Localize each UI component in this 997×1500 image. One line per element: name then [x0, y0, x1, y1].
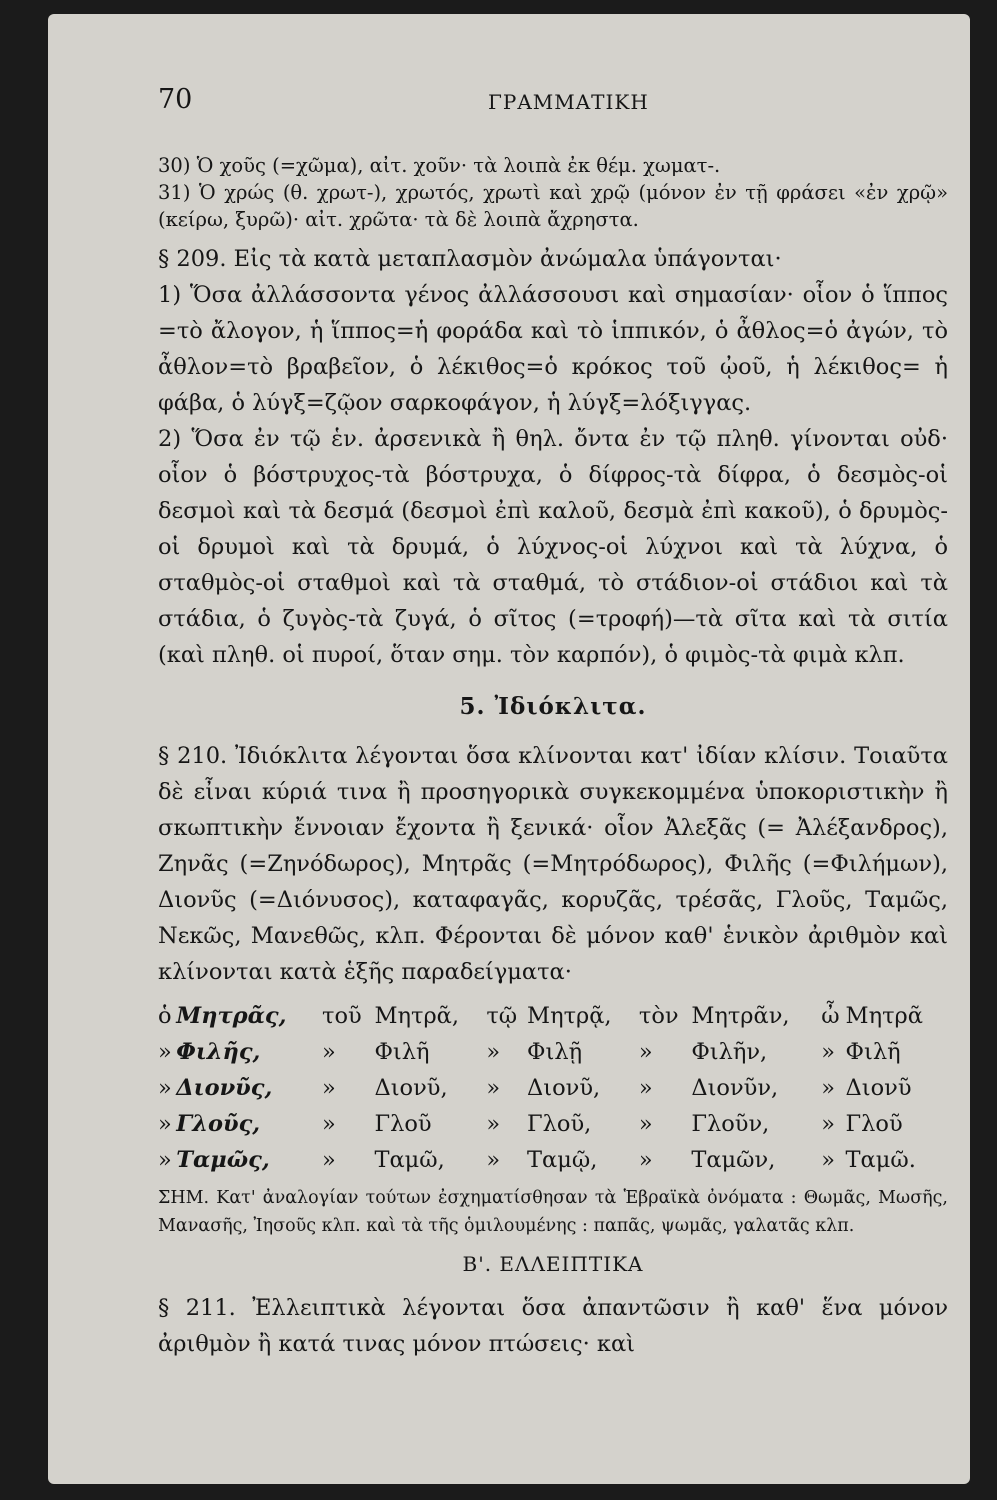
declension-cell: » [486, 1075, 501, 1101]
declension-cell: » [486, 1039, 501, 1065]
declension-row [158, 1142, 948, 1178]
declension-cell: Ταμῷ, [527, 1147, 598, 1173]
declension-nominative: Μητρᾶς, [176, 1003, 287, 1029]
subsection-heading-5: 5. Ἰδιόκλιτα. [459, 693, 647, 720]
declension-cell: Γλοῦ, [527, 1111, 592, 1137]
declension-cell: ὦ [821, 1003, 840, 1029]
declension-cell: Διονῦ, [527, 1075, 601, 1101]
declension-cell: » [821, 1147, 836, 1173]
declension-cell: Φιλῆ [374, 1039, 430, 1065]
declension-cell: τὸν [638, 1003, 679, 1029]
declension-cell: Διονῦ [845, 1075, 912, 1101]
section-209-heading: § 209. Εἰς τὰ κατὰ μεταπλασμὸν ἀνώμαλα ὑπάγονται· [158, 246, 782, 272]
declension-cell: Φιλῆ [845, 1039, 901, 1065]
declension-cell: » [158, 1075, 172, 1101]
declension-cell: Ταμῶν, [691, 1147, 776, 1173]
declension-cell: τοῦ [322, 1003, 362, 1029]
page-body [158, 152, 948, 1362]
declension-cell: Ταμῶ. [845, 1147, 916, 1173]
declension-cell: » [486, 1111, 501, 1137]
declension-cell: Μητρᾷ, [527, 1003, 612, 1029]
declension-cell: » [638, 1111, 653, 1137]
declension-cell: » [638, 1147, 653, 1173]
note-paragraph: ΣΗΜ. Κατ' ἀναλογίαν τούτων ἐσχηματίσθησαν τὰ Ἑβραϊκὰ ὀνόματα : Θωμᾶς, Μωσῆς, Μανασῆς, Ἰησοῦς κλπ. καὶ τὰ τῆς ὁμιλουμένης : παπᾶς, ψωμᾶς, γαλατᾶς κλπ. [158, 1188, 948, 1236]
item-30: 30) Ὁ χοῦς (=χῶμα), αἰτ. χοῦν· τὰ λοιπὰ ἐκ θέμ. χωματ-. [158, 154, 721, 177]
declension-cell: Μητρᾶν, [691, 1003, 790, 1029]
declension-cell: Μητρᾶ, [374, 1003, 460, 1029]
declension-cell: » [158, 1039, 172, 1065]
section-210-para: § 210. Ἰδιόκλιτα λέγονται ὅσα κλίνονται κατ' ἰδίαν κλίσιν. Τοιαῦτα δὲ εἶναι κύριά τινα ἢ προσηγορικὰ συγκεκομμένα ὑποκοριστικὴν ἢ σκωπτικὴν ἔννοιαν ἔχοντα ἢ ξενικά· οἷον Ἀλεξᾶς (= Ἀλέξανδρος), Ζηνᾶς (=Ζηνόδωρος), Μητρᾶς (=Μητρόδωρος), Φιλῆς (=Φιλήμων), Διονῦς (=Διόνυσος), καταφαγᾶς, κορυζᾶς, τρέσᾶς, Γλοῦς, Ταμῶς, Νεκῶς, Μανεθῶς, κλπ. Φέρονται δὲ μόνον καθ' ἑνικὸν ἀριθμὸν καὶ κλίνονται κατὰ ἑξῆς παραδείγματα· [158, 743, 948, 985]
section-heading-b: Β'. ΕΛΛΕΙΠΤΙΚΑ [462, 1252, 644, 1276]
declension-cell: » [322, 1075, 336, 1101]
declension-row [158, 998, 948, 1034]
declension-cell: » [322, 1147, 336, 1173]
declension-cell: » [158, 1111, 172, 1137]
item-31: 31) Ὁ χρώς (θ. χρωτ-), χρωτός, χρωτὶ καὶ χρῷ (μόνον ἐν τῇ φράσει «ἐν χρῷ» (κείρω, ξυρῶ)· αἰτ. χρῶτα· τὰ δὲ λοιπὰ ἄχρηστα. [158, 181, 948, 231]
declension-cell: Γλοῦν, [691, 1111, 770, 1137]
declension-nominative: Γλοῦς, [176, 1111, 261, 1137]
page-header [158, 84, 918, 124]
declension-nominative: Διονῦς, [176, 1075, 273, 1101]
page-number: 70 [158, 84, 193, 115]
declension-nominative: Φιλῆς, [176, 1039, 261, 1065]
declension-cell: Γλοῦ [845, 1111, 903, 1137]
declension-cell: » [486, 1147, 501, 1173]
declension-row [158, 1034, 948, 1070]
running-title: ΓΡΑΜΜΑΤΙΚΗ [488, 90, 649, 114]
declension-row [158, 1106, 948, 1142]
declension-cell: Διονῦν, [691, 1075, 779, 1101]
declension-cell: » [821, 1039, 836, 1065]
section-209-para-2: 2) Ὅσα ἐν τῷ ἑν. ἀρσενικὰ ἢ θηλ. ὄντα ἐν τῷ πληθ. γίνονται οὐδ· οἷον ὁ βόστρυχος-τὰ βόστρυχα, ὁ δίφρος-τὰ δίφρα, ὁ δεσμὸς-οἱ δεσμοὶ καὶ τὰ δεσμά (δεσμοὶ ἐπὶ καλοῦ, δεσμὰ ἐπὶ κακοῦ), ὁ δρυμὸς-οἱ δρυμοὶ καὶ τὰ δρυμά, ὁ λύχνος-οἱ λύχνοι καὶ τὰ λύχνα, ὁ σταθμὸς-οἱ σταθμοὶ καὶ τὰ σταθμά, τὸ στάδιον-οἱ στάδιοι καὶ τὰ στάδια, ὁ ζυγὸς-τὰ ζυγά, ὁ σῖτος (=τροφή)—τὰ σῖτα καὶ τὰ σιτία (καὶ πληθ. οἱ πυροί, ὅταν σημ. τὸν καρπόν), ὁ φιμὸς-τὰ φιμὰ κλπ. [158, 426, 948, 668]
declension-cell: Φιλῇ [527, 1039, 583, 1065]
declension-cell: » [322, 1111, 336, 1137]
declension-cell: » [821, 1111, 836, 1137]
section-209-para-1: 1) Ὅσα ἀλλάσσοντα γένος ἀλλάσσουσι καὶ σημασίαν· οἷον ὁ ἵππος =τὸ ἄλογον, ἡ ἵππος=ἡ φοράδα καὶ τὸ ἱππικόν, ὁ ἆθλος=ὁ ἀγών, τὸ ἆθλον=τὸ βραβεῖον, ὁ λέκιθος=ὁ κρόκος τοῦ ᾠοῦ, ἡ λέκιθος= ἡ φάβα, ὁ λύγξ=ζῷον σαρκοφάγον, ἡ λύγξ=λόξιγγας. [158, 282, 948, 416]
declension-cell: Μητρᾶ [845, 1003, 923, 1029]
declension-cell: Γλοῦ [374, 1111, 432, 1137]
declension-cell: » [158, 1147, 172, 1173]
section-211-para: § 211. Ἐλλειπτικὰ λέγονται ὅσα ἀπαντῶσιν ἢ καθ' ἕνα μόνον ἀριθμὸν ἢ κατά τινας μόνον πτώσεις· καὶ [158, 1295, 948, 1357]
declension-cell: » [322, 1039, 336, 1065]
declension-nominative: Ταμῶς, [176, 1147, 270, 1173]
declension-row [158, 1070, 948, 1106]
book-page [48, 14, 970, 1484]
declension-cell: Διονῦ, [374, 1075, 448, 1101]
declension-cell: Φιλῆν, [691, 1039, 768, 1065]
declension-cell: » [638, 1075, 653, 1101]
declension-cell: ὁ [158, 1003, 172, 1029]
declension-cell: Ταμῶ, [374, 1147, 445, 1173]
declension-cell: τῷ [486, 1003, 518, 1029]
declension-cell: » [821, 1075, 836, 1101]
declension-cell: » [638, 1039, 653, 1065]
declension-table [158, 998, 948, 1178]
